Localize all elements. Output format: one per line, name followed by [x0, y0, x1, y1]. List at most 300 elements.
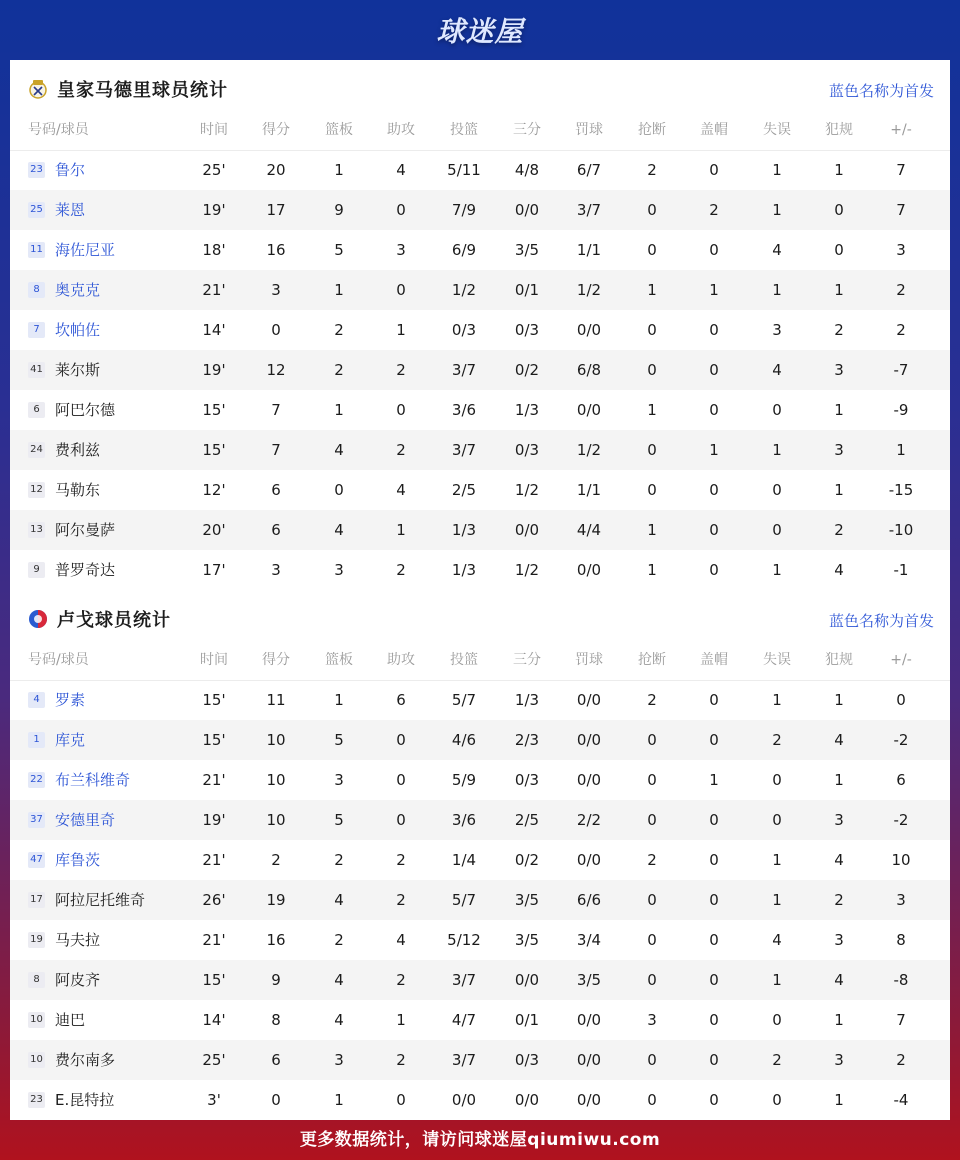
stat-cell: 4 [396, 931, 406, 949]
stat-cell: 4/6 [451, 731, 477, 749]
stat-cell: 1/2 [514, 561, 540, 579]
stat-cell: 0 [647, 1051, 657, 1069]
player-row[interactable] [10, 550, 950, 590]
jersey-number: 10 [28, 1052, 45, 1068]
stat-cell: 3/5 [514, 891, 540, 909]
player-name[interactable]: 库鲁茨 [55, 851, 101, 869]
player-row[interactable] [10, 1040, 950, 1080]
stat-cell: 0 [709, 521, 719, 539]
stat-cell: 0 [396, 201, 406, 219]
stat-cell: 15' [202, 731, 226, 749]
stat-cell: 15' [202, 401, 226, 419]
player-name[interactable]: E.昆特拉 [55, 1091, 115, 1109]
jersey-number: 9 [28, 562, 45, 578]
stat-cell: 0/3 [514, 441, 540, 459]
stats-card [10, 60, 950, 1120]
column-header: 得分 [262, 122, 290, 138]
stat-cell: 21' [202, 281, 226, 299]
column-header: 犯规 [825, 652, 853, 668]
stat-cell: 0 [647, 971, 657, 989]
stat-cell: 0/1 [514, 1011, 540, 1029]
stat-cell: 2/5 [514, 811, 540, 829]
stat-cell: 19' [202, 361, 226, 379]
player-name[interactable]: 阿皮齐 [55, 971, 101, 989]
player-row[interactable] [10, 960, 950, 1000]
stat-cell: 5 [334, 811, 344, 829]
stat-cell: 26' [202, 891, 226, 909]
player-name[interactable]: 迪巴 [55, 1011, 86, 1029]
jersey-number: 19 [28, 932, 45, 948]
stat-cell: 10 [891, 851, 911, 869]
stat-cell: 2 [271, 851, 281, 869]
stat-cell: 5/7 [451, 891, 477, 909]
stat-cell: 17' [202, 561, 226, 579]
stat-cell: 3 [834, 931, 844, 949]
stat-cell: 2 [647, 851, 657, 869]
stat-cell: 0 [647, 241, 657, 259]
stat-cell: 0/0 [451, 1091, 477, 1109]
stat-cell: 4 [834, 731, 844, 749]
stat-cell: 2 [896, 281, 906, 299]
stat-cell: 0 [709, 1011, 719, 1029]
player-name[interactable]: 马勒东 [55, 481, 101, 499]
stat-cell: 4 [334, 521, 344, 539]
stat-cell: 0 [396, 811, 406, 829]
jersey-number: 8 [28, 282, 45, 298]
stat-cell: 1 [834, 691, 844, 709]
player-row[interactable] [10, 350, 950, 390]
stat-cell: 16 [266, 931, 286, 949]
stat-cell: 1/2 [576, 441, 602, 459]
stat-cell: 1 [896, 441, 906, 459]
stat-cell: 3/7 [451, 1051, 477, 1069]
stat-cell: 2 [834, 891, 844, 909]
stat-cell: 1 [647, 281, 657, 299]
stat-cell: 6 [271, 1051, 281, 1069]
player-name[interactable]: 海佐尼亚 [55, 241, 116, 259]
stat-cell: 0 [334, 481, 344, 499]
stat-cell: 2 [396, 891, 406, 909]
player-name[interactable]: 阿拉尼托维奇 [55, 891, 146, 909]
stat-cell: 0 [647, 441, 657, 459]
stat-cell: 0 [271, 321, 281, 339]
stat-cell: 0/0 [576, 1051, 602, 1069]
stat-cell: 1 [334, 161, 344, 179]
player-row[interactable] [10, 310, 950, 350]
jersey-number: 10 [28, 1012, 45, 1028]
stat-cell: 1 [396, 321, 406, 339]
column-header: 犯规 [825, 122, 853, 138]
stat-cell: 0 [772, 771, 782, 789]
stat-cell: 10 [266, 731, 286, 749]
jersey-number: 37 [28, 812, 45, 828]
stat-cell: 2 [772, 1051, 782, 1069]
player-name[interactable]: 阿尔曼萨 [55, 521, 116, 539]
stat-cell: 2 [334, 931, 344, 949]
column-header: 抢断 [638, 122, 666, 138]
player-row[interactable] [10, 1080, 950, 1120]
stat-cell: 3 [834, 811, 844, 829]
column-header: 罚球 [575, 652, 603, 668]
stat-cell: 0/0 [576, 401, 602, 419]
stat-cell: 0 [709, 241, 719, 259]
stat-cell: 7 [896, 161, 906, 179]
stat-cell: 0 [772, 481, 782, 499]
stat-cell: 0 [647, 481, 657, 499]
team-title: 皇家马德里球员统计 [57, 80, 228, 101]
stat-cell: 0 [709, 931, 719, 949]
player-name[interactable]: 马夫拉 [55, 931, 101, 949]
stat-cell: 0/0 [576, 561, 602, 579]
stat-cell: 1 [834, 1091, 844, 1109]
stat-cell: 9 [271, 971, 281, 989]
column-header: 三分 [513, 122, 541, 138]
stat-cell: 1 [772, 851, 782, 869]
stat-cell: 0 [709, 851, 719, 869]
stat-cell: 4 [772, 931, 782, 949]
stat-cell: 3/7 [576, 201, 602, 219]
jersey-number: 17 [28, 892, 45, 908]
stat-cell: 3 [334, 1051, 344, 1069]
player-row[interactable] [10, 920, 950, 960]
player-name[interactable]: 罗素 [55, 691, 86, 709]
stat-cell: 0 [709, 361, 719, 379]
stat-cell: 1 [772, 201, 782, 219]
stat-cell: 0/0 [576, 731, 602, 749]
stat-cell: 3 [896, 241, 906, 259]
stat-cell: 0/3 [514, 1051, 540, 1069]
stat-cell: 1 [772, 281, 782, 299]
stat-cell: 0 [709, 481, 719, 499]
stat-cell: 1 [772, 441, 782, 459]
stat-cell: -2 [893, 731, 909, 749]
stat-cell: 0/0 [576, 321, 602, 339]
stat-cell: 11 [266, 691, 286, 709]
stat-cell: 0 [396, 281, 406, 299]
stat-cell: 1/2 [451, 281, 477, 299]
stat-cell: 1 [647, 401, 657, 419]
column-header: 号码/球员 [28, 652, 89, 668]
stat-cell: 5/7 [451, 691, 477, 709]
stat-cell: 0 [709, 1051, 719, 1069]
stat-cell: 1 [709, 441, 719, 459]
column-header: 投篮 [450, 122, 478, 138]
brand-logo: 球迷屋 [436, 15, 524, 48]
stat-cell: 0 [709, 811, 719, 829]
player-name[interactable]: 库克 [55, 731, 86, 749]
stat-cell: 1 [772, 161, 782, 179]
stat-cell: 0 [834, 201, 844, 219]
stat-cell: 3 [647, 1011, 657, 1029]
stat-cell: 0 [647, 811, 657, 829]
starter-legend-note: 蓝色名称为首发 [828, 82, 934, 100]
stat-cell: 0 [647, 731, 657, 749]
stat-cell: 4 [334, 891, 344, 909]
stat-cell: 5/9 [451, 771, 477, 789]
stat-cell: 1/2 [576, 281, 602, 299]
real-madrid-crest-icon [27, 78, 49, 100]
stat-cell: 6/7 [576, 161, 602, 179]
stat-cell: 0 [709, 1091, 719, 1109]
stat-cell: 1 [834, 281, 844, 299]
stat-cell: 25' [202, 1051, 226, 1069]
stat-cell: 1 [709, 771, 719, 789]
stat-cell: 3/7 [451, 971, 477, 989]
stat-cell: -2 [893, 811, 909, 829]
player-row[interactable] [10, 270, 950, 310]
jersey-number: 6 [28, 402, 45, 418]
stat-cell: 6/8 [576, 361, 602, 379]
stat-cell: 1 [834, 161, 844, 179]
stat-cell: 15' [202, 691, 226, 709]
stat-cell: 3' [207, 1091, 221, 1109]
stat-cell: 9 [334, 201, 344, 219]
stat-cell: 3/5 [514, 931, 540, 949]
stat-cell: 6 [896, 771, 906, 789]
stat-cell: 1/4 [451, 851, 477, 869]
column-header: +/- [890, 652, 912, 668]
stat-cell: 3 [271, 281, 281, 299]
stat-cell: 4 [396, 481, 406, 499]
stat-cell: 0 [709, 891, 719, 909]
stat-cell: 3 [334, 561, 344, 579]
stat-cell: 2 [396, 1051, 406, 1069]
player-row[interactable] [10, 430, 950, 470]
stat-cell: 3 [834, 441, 844, 459]
player-row[interactable] [10, 510, 950, 550]
jersey-number: 13 [28, 522, 45, 538]
stat-cell: 8 [271, 1011, 281, 1029]
stat-cell: 1/1 [576, 241, 602, 259]
jersey-number: 25 [28, 202, 45, 218]
stat-cell: 4/4 [576, 521, 602, 539]
column-header: 盖帽 [700, 652, 728, 668]
stat-cell: 0 [396, 1091, 406, 1109]
player-name[interactable]: 安德里奇 [55, 811, 116, 829]
stat-cell: 2 [396, 851, 406, 869]
player-row[interactable] [10, 840, 950, 880]
stat-cell: 0 [772, 1091, 782, 1109]
stat-cell: 3/5 [576, 971, 602, 989]
stat-cell: -9 [893, 401, 909, 419]
player-row[interactable] [10, 150, 950, 190]
player-name[interactable]: 费尔南多 [55, 1051, 116, 1069]
column-header: 投篮 [450, 652, 478, 668]
column-header: +/- [890, 122, 912, 138]
player-row[interactable] [10, 190, 950, 230]
player-row[interactable] [10, 230, 950, 270]
stat-cell: 0 [647, 891, 657, 909]
column-header: 三分 [513, 652, 541, 668]
stat-cell: 2 [647, 161, 657, 179]
stat-cell: 21' [202, 931, 226, 949]
stat-cell: 4 [834, 561, 844, 579]
stat-cell: 15' [202, 971, 226, 989]
stat-cell: 1/3 [514, 401, 540, 419]
stat-cell: 3/7 [451, 361, 477, 379]
jersey-number: 23 [28, 1092, 45, 1108]
stat-cell: 1/2 [514, 481, 540, 499]
stat-cell: 5 [334, 731, 344, 749]
jersey-number: 41 [28, 362, 45, 378]
stat-cell: 0/0 [514, 971, 540, 989]
stat-cell: 0 [772, 521, 782, 539]
jersey-number: 23 [28, 162, 45, 178]
column-header: 助攻 [387, 122, 415, 138]
stat-cell: 1 [396, 1011, 406, 1029]
stat-cell: 3 [834, 1051, 844, 1069]
player-name[interactable]: 奥克克 [55, 281, 101, 299]
stat-cell: 0/2 [514, 361, 540, 379]
stat-cell: 0 [709, 401, 719, 419]
column-header: 失误 [763, 122, 791, 138]
stat-cell: 0/0 [514, 521, 540, 539]
stat-cell: 3 [834, 361, 844, 379]
column-header: 罚球 [575, 122, 603, 138]
stat-cell: 1 [834, 401, 844, 419]
stat-cell: 2/5 [451, 481, 477, 499]
stat-cell: 0 [271, 1091, 281, 1109]
stat-cell: 12' [202, 481, 226, 499]
stat-cell: 1 [647, 561, 657, 579]
stat-cell: 1 [772, 971, 782, 989]
stat-cell: 1 [772, 561, 782, 579]
stat-cell: 2 [396, 441, 406, 459]
stat-cell: 1 [772, 891, 782, 909]
starter-legend-note: 蓝色名称为首发 [828, 612, 934, 630]
column-header: 失误 [763, 652, 791, 668]
player-row[interactable] [10, 880, 950, 920]
stat-cell: 12 [266, 361, 286, 379]
player-name[interactable]: 坎帕佐 [55, 321, 101, 339]
stat-cell: 19 [266, 891, 286, 909]
stat-cell: 1/3 [451, 521, 477, 539]
stat-cell: 6/9 [451, 241, 477, 259]
column-header-row [10, 640, 950, 681]
stat-cell: 10 [266, 811, 286, 829]
stat-cell: 6 [396, 691, 406, 709]
player-name[interactable]: 莱尔斯 [55, 361, 101, 379]
stat-cell: 1 [834, 481, 844, 499]
stat-cell: -10 [888, 521, 914, 539]
stat-cell: 21' [202, 851, 226, 869]
stat-cell: 5 [334, 241, 344, 259]
column-header: 时间 [200, 122, 228, 138]
player-name[interactable]: 布兰科维奇 [55, 771, 131, 789]
stat-cell: 3 [896, 891, 906, 909]
player-row[interactable] [10, 720, 950, 760]
stat-cell: 19' [202, 201, 226, 219]
player-name[interactable]: 莱恩 [55, 201, 86, 219]
stat-cell: 2 [396, 971, 406, 989]
stat-cell: 2 [834, 521, 844, 539]
stat-cell: 25' [202, 161, 226, 179]
jersey-number: 4 [28, 692, 45, 708]
jersey-number: 7 [28, 322, 45, 338]
stat-cell: 0 [709, 691, 719, 709]
stat-cell: 21' [202, 771, 226, 789]
player-row[interactable] [10, 760, 950, 800]
stat-cell: 2 [834, 321, 844, 339]
stat-cell: 1/3 [514, 691, 540, 709]
stat-cell: 1 [647, 521, 657, 539]
stat-cell: 20' [202, 521, 226, 539]
stat-cell: 0/0 [576, 1091, 602, 1109]
stat-cell: 15' [202, 441, 226, 459]
player-name[interactable]: 鲁尔 [55, 161, 86, 179]
stat-cell: 2 [772, 731, 782, 749]
stat-cell: 4 [772, 361, 782, 379]
stat-cell: 0 [396, 401, 406, 419]
column-header: 篮板 [325, 122, 353, 138]
stat-cell: 3/6 [451, 811, 477, 829]
stat-cell: -7 [893, 361, 909, 379]
player-name[interactable]: 普罗奇达 [55, 561, 116, 579]
stat-cell: 2/3 [514, 731, 540, 749]
stat-cell: 0 [647, 321, 657, 339]
player-row[interactable] [10, 800, 950, 840]
stat-cell: 0 [896, 691, 906, 709]
stat-cell: 0/0 [576, 771, 602, 789]
stat-cell: 14' [202, 321, 226, 339]
stat-cell: 17 [266, 201, 286, 219]
stat-cell: 4 [334, 971, 344, 989]
stat-cell: 3 [334, 771, 344, 789]
stat-cell: 3 [396, 241, 406, 259]
stat-cell: 7 [896, 1011, 906, 1029]
jersey-number: 12 [28, 482, 45, 498]
stat-cell: -15 [888, 481, 914, 499]
stat-cell: 1 [396, 521, 406, 539]
stat-cell: 1 [772, 691, 782, 709]
footer-banner[interactable]: 更多数据统计，请访问球迷屋qiumiwu.com [299, 1130, 661, 1150]
stat-cell: 2 [334, 851, 344, 869]
stat-cell: 0 [709, 161, 719, 179]
stat-cell: 2/2 [576, 811, 602, 829]
stat-cell: -8 [893, 971, 909, 989]
player-row[interactable] [10, 1000, 950, 1040]
player-name[interactable]: 阿巴尔德 [55, 401, 116, 419]
stat-cell: 6 [271, 521, 281, 539]
team-title: 卢戈球员统计 [57, 610, 171, 631]
stat-cell: 19' [202, 811, 226, 829]
stat-cell: 0/0 [576, 1011, 602, 1029]
stat-cell: 0 [396, 771, 406, 789]
stat-cell: 3/7 [451, 441, 477, 459]
player-name[interactable]: 费利兹 [55, 441, 101, 459]
stat-cell: 4 [334, 441, 344, 459]
stat-cell: 4/8 [514, 161, 540, 179]
stat-cell: 2 [647, 691, 657, 709]
stat-cell: 16 [266, 241, 286, 259]
stat-cell: 4/7 [451, 1011, 477, 1029]
player-row[interactable] [10, 390, 950, 430]
stat-cell: 14' [202, 1011, 226, 1029]
stat-cell: 2 [334, 321, 344, 339]
stat-cell: 1 [834, 771, 844, 789]
stat-cell: 2 [396, 561, 406, 579]
stat-cell: 0 [772, 1011, 782, 1029]
stat-cell: 0/2 [514, 851, 540, 869]
stat-cell: 0/0 [514, 201, 540, 219]
player-row[interactable] [10, 680, 950, 720]
stat-cell: 0 [396, 731, 406, 749]
stat-cell: 0/3 [451, 321, 477, 339]
player-row[interactable] [10, 470, 950, 510]
lugo-crest-icon [27, 608, 49, 630]
stat-cell: 0 [709, 321, 719, 339]
jersey-number: 24 [28, 442, 45, 458]
